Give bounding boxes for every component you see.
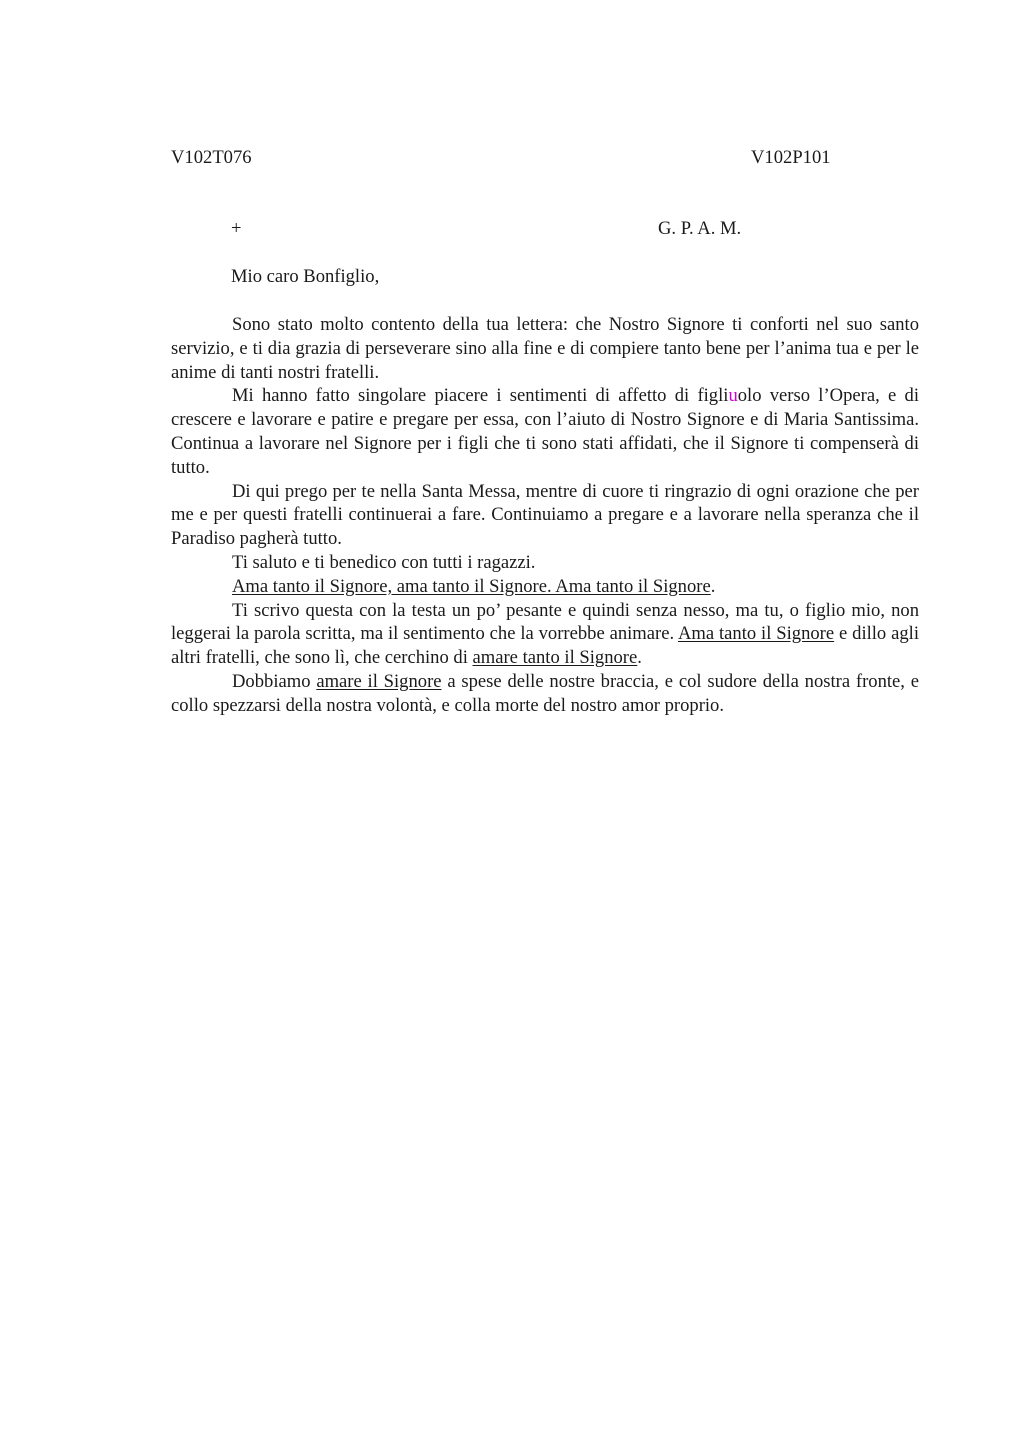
- highlighted-letter: u: [728, 385, 738, 407]
- paragraph: [171, 384, 919, 479]
- paragraph-text: olo verso l’Opera, e di crescere e lavorare e patire e pregare per essa, con l’aiuto di Nostro Signore e di Maria Santissima. Continua a lavorare nel Signore per i figli che ti sono stati affidati, che il Signore ti compenserà di tutto.: [171, 385, 919, 478]
- paragraph: [171, 480, 919, 551]
- underlined-text: Ama tanto il Signore: [677, 623, 835, 645]
- initials-gpam: G. P. A. M.: [658, 218, 742, 239]
- underlined-text: amare tanto il Signore: [472, 647, 638, 669]
- cross-mark: +: [231, 218, 242, 239]
- underlined-text: Ama tanto il Signore, ama tanto il Signore. Ama tanto il Signore: [232, 575, 711, 597]
- paragraph: [171, 670, 919, 718]
- paragraph: [171, 313, 919, 384]
- letter-body: [171, 313, 919, 718]
- paragraph-text: .: [637, 647, 642, 669]
- document-code-left: V102T076: [171, 147, 252, 168]
- paragraph: [171, 599, 919, 670]
- paragraph: [171, 551, 919, 575]
- paragraph-text: Dobbiamo: [232, 670, 317, 692]
- paragraph-text: Ti saluto e ti benedico con tutti i ragazzi.: [232, 551, 536, 573]
- paragraph-text: a spese delle nostre braccia, e col sudore della nostra fronte, e collo spezzarsi della nostra volontà, e colla morte del nostro amor proprio.: [171, 670, 919, 716]
- document-code-right: V102P101: [751, 147, 831, 168]
- salutation: Mio caro Bonfiglio,: [231, 266, 380, 287]
- underlined-text: amare il Signore: [316, 670, 442, 692]
- paragraph-text: Ti scrivo questa con la testa un po’ pesante e quindi senza nesso, ma tu, o figlio mio, non leggerai la parola scritta, ma il sentimento che la vorrebbe animare.: [171, 599, 919, 645]
- paragraph-text: Mi hanno fatto singolare piacere i sentimenti di affetto di figli: [232, 385, 729, 407]
- paragraph-text: Sono stato molto contento della tua lettera: che Nostro Signore ti conforti nel suo santo servizio, e ti dia grazia di perseverare sino alla fine e di compiere tanto bene per l’anima tua e per le anime di tanti nostri fratelli.: [171, 314, 919, 383]
- paragraph: [171, 575, 919, 599]
- paragraph-text: .: [710, 575, 716, 597]
- paragraph-text: Di qui prego per te nella Santa Messa, mentre di cuore ti ringrazio di ogni orazione che per me e per questi fratelli continuerai a fare. Continuiamo a pregare e a lavorare nella speranza che il Paradiso pagherà tutto.: [171, 480, 919, 550]
- paragraph-text: e dillo agli altri fratelli, che sono lì, che cerchino di: [171, 623, 919, 669]
